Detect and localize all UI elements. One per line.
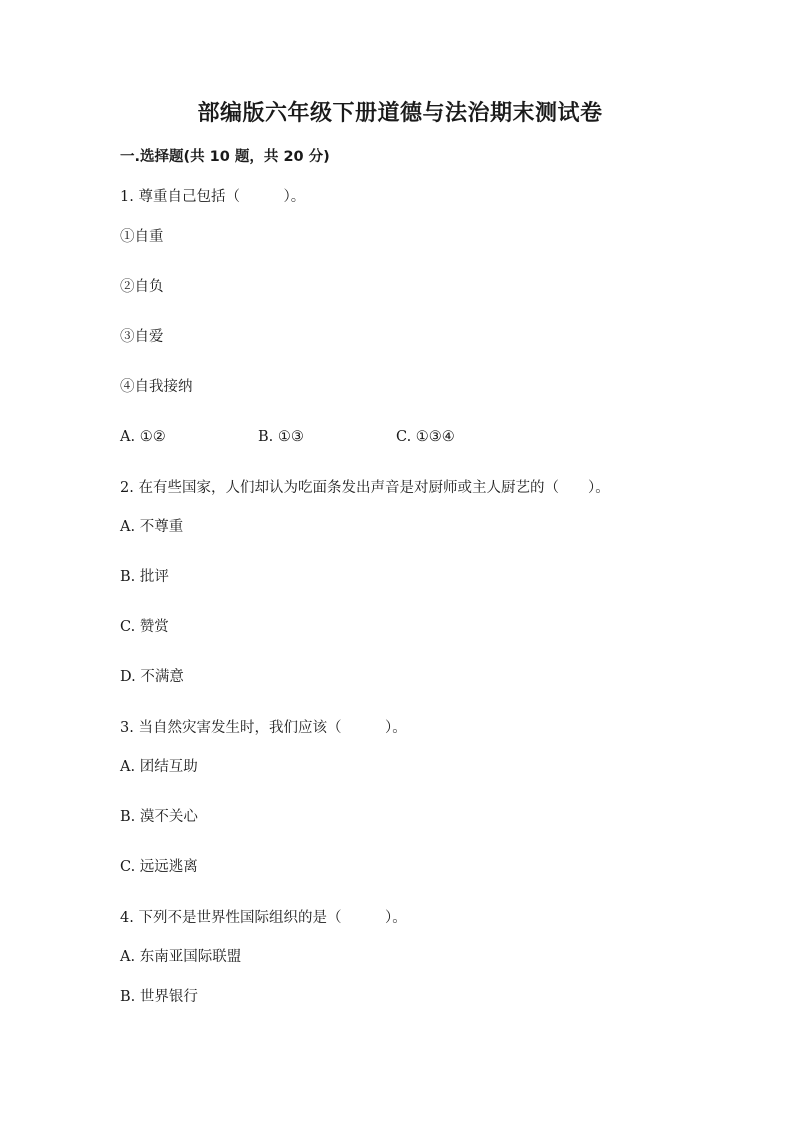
question-2-option-d[interactable]: D. 不满意	[120, 669, 184, 685]
question-3-option-a[interactable]: A. 团结互助	[120, 759, 198, 775]
question-3-stem: 3. 当自然灾害发生时，我们应该（ ）。	[120, 720, 407, 736]
question-4-stem: 4. 下列不是世界性国际组织的是（ ）。	[120, 910, 407, 926]
question-3-option-c[interactable]: C. 远远逃离	[120, 859, 198, 875]
question-1-option-a[interactable]: A. ①②	[120, 429, 166, 445]
question-1-item-4: ④自我接纳	[120, 379, 193, 395]
question-3-option-b[interactable]: B. 漠不关心	[120, 809, 198, 825]
question-1-item-3: ③自爱	[120, 329, 164, 345]
section-heading: 一.选择题(共 10 题，共 20 分)	[120, 149, 330, 165]
question-1-item-2: ②自负	[120, 279, 164, 295]
question-2-option-a[interactable]: A. 不尊重	[120, 519, 184, 535]
question-2-option-c[interactable]: C. 赞赏	[120, 619, 169, 635]
question-2-stem: 2. 在有些国家，人们却认为吃面条发出声音是对厨师或主人厨艺的（ ）。	[120, 480, 610, 496]
question-1-option-b[interactable]: B. ①③	[258, 429, 304, 445]
page-title: 部编版六年级下册道德与法治期末测试卷	[197, 101, 603, 126]
question-1-stem: 1. 尊重自己包括（ ）。	[120, 189, 306, 205]
question-4-option-a[interactable]: A. 东南亚国际联盟	[120, 949, 242, 965]
question-1-item-1: ①自重	[120, 229, 164, 245]
question-1-option-c[interactable]: C. ①③④	[396, 429, 455, 445]
question-2-option-b[interactable]: B. 批评	[120, 569, 169, 585]
question-4-option-b[interactable]: B. 世界银行	[120, 989, 198, 1005]
